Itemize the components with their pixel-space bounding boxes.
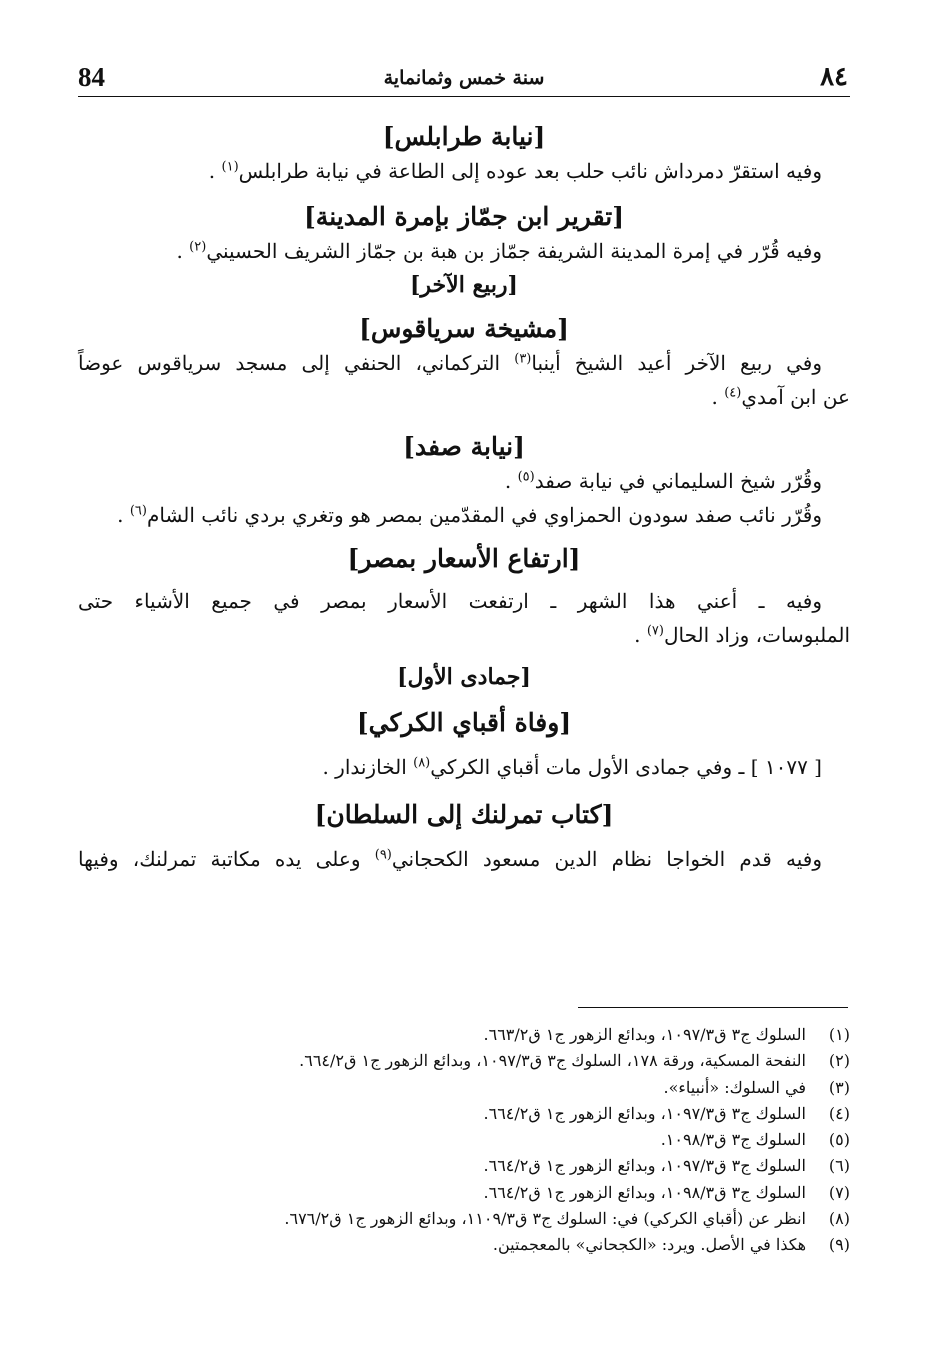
main-text [78, 118, 850, 876]
footnote-ref: (١) [221, 159, 239, 175]
month-heading: [ربيع الآخر] [410, 272, 518, 298]
footnote-ref: (٩) [374, 847, 392, 863]
entry-text: [ ١٠٧٧ ] ـ وفي جمادى الأول مات أقباي الكركي [430, 755, 822, 779]
footnote-number: (٤) [828, 1103, 850, 1123]
footnote-separator [578, 1007, 848, 1008]
footnote-text: السلوك ج٣ ق١٠٩٧/٣، وبدائع الزهور ج١ ق٦٦٤/٢. [483, 1103, 806, 1123]
footnote-text: السلوك ج٣ ق١٠٩٨/٣. [660, 1130, 806, 1150]
footnote [78, 1075, 850, 1101]
footnote-ref: (٨) [413, 755, 431, 771]
section-heading: [كتاب تمرلنك إلى السلطان] [314, 800, 614, 829]
footnotes [78, 1022, 850, 1259]
section-heading: [نيابة صفد] [403, 432, 525, 461]
paragraph-end: . [711, 385, 718, 409]
paragraph-end: . [117, 503, 124, 527]
paragraph [78, 498, 850, 532]
footnote-ref: (٥) [517, 469, 535, 485]
footnote-number: (٦) [828, 1156, 850, 1176]
paragraph-end: . [504, 469, 512, 493]
paragraph-end: . [208, 159, 216, 183]
footnote [78, 1180, 850, 1206]
section-heading: [وفاة أقباي الكركي] [356, 708, 572, 737]
footnote-text: هكذا في الأصل. ويرد: «الكجحاني» بالمعجمتين. [492, 1235, 806, 1255]
paragraph [78, 154, 850, 188]
page-header [78, 60, 850, 94]
paragraph-text: وفيه قدم الخواجا نظام الدين مسعود الكحجاني [391, 847, 823, 871]
paragraph [78, 584, 850, 618]
footnote-number: (٣) [828, 1077, 850, 1097]
footnote [78, 1022, 850, 1048]
footnote [78, 1153, 850, 1179]
section-heading: [تقرير ابن جمّاز بإمرة المدينة] [303, 202, 625, 231]
month-heading: [جمادى الأول] [397, 664, 531, 690]
paragraph [78, 842, 850, 876]
paragraph-text: وقُرّر شيخ السليماني في نيابة صفد [534, 469, 822, 493]
footnote-text: السلوك ج٣ ق١٠٩٧/٣، وبدائع الزهور ج١ ق٦٦٤/٢. [483, 1156, 806, 1176]
footnote-ref: (٤) [724, 385, 742, 401]
footnote-text: النفحة المسكية، ورقة ١٧٨، السلوك ج٣ ق١٠٩٧/٣، وبدائع الزهور ج١ ق٦٦٤/٢. [299, 1051, 806, 1071]
paragraph-continuation [78, 380, 850, 414]
paragraph-text: وفيه ـ أعني هذا الشهر ـ ارتفعت الأسعار بمصر في جميع الأشياء حتى [78, 589, 822, 613]
footnote-ref: (٣) [514, 351, 532, 367]
footnote [78, 1048, 850, 1074]
footnote-text: السلوك ج٣ ق١٠٩٧/٣، وبدائع الزهور ج١ ق٦٦٣/٢. [483, 1025, 806, 1044]
paragraph [78, 464, 850, 498]
paragraph-text: وفيه قُرّر في إمرة المدينة الشريفة جمّاز بن هبة بن جمّاز الشريف الحسيني [206, 239, 822, 263]
footnote-number: (٩) [828, 1235, 850, 1255]
section-heading: [مشيخة سرياقوس] [359, 314, 569, 343]
footnote-ref: (٢) [189, 239, 207, 255]
footnote [78, 1101, 850, 1127]
footnote-number: (٢) [828, 1051, 850, 1071]
footnote-text: انظر عن (أقباي الكركي) في: السلوك ج٣ ق١١٠٩/٣، وبدائع الزهور ج١ ق٦٧٦/٢. [284, 1209, 806, 1229]
paragraph-text: وفيه استقرّ دمرداش نائب حلب بعد عوده إلى الطاعة في نيابة طرابلس [238, 159, 822, 183]
footnote-number: (١) [828, 1025, 850, 1044]
page-number-latin: 84 [78, 62, 105, 92]
footnote [78, 1232, 850, 1258]
paragraph-text: التركماني، الحنفي إلى مسجد سرياقوس عوضاً [78, 351, 501, 375]
paragraph-text: الملبوسات، وزاد الحال [663, 623, 850, 647]
paragraph-end: . [634, 623, 641, 647]
footnote [78, 1127, 850, 1153]
paragraph-text: وقُرّر نائب صفد سودون الحمزاوي في المقدّمين بمصر هو وتغري بردي نائب الشام [146, 503, 822, 527]
section-heading: [نيابة طرابلس] [382, 122, 546, 151]
running-title: سنة خمس وثمانماية [383, 67, 545, 89]
footnote-text: في السلوك: «أنبياء». [663, 1077, 806, 1097]
paragraph-text: وفي ربيع الآخر أعيد الشيخ أينبا [531, 351, 822, 375]
paragraph [78, 234, 850, 268]
header-rule [78, 96, 850, 97]
footnote-number: (٨) [828, 1209, 850, 1229]
footnote-number: (٧) [828, 1182, 850, 1202]
footnote [78, 1206, 850, 1232]
footnote-ref: (٧) [646, 623, 664, 639]
paragraph-end: . [322, 755, 329, 779]
paragraph [78, 750, 850, 784]
footnote-text: السلوك ج٣ ق١٠٩٨/٣، وبدائع الزهور ج١ ق٦٦٤/٢. [483, 1182, 806, 1202]
paragraph [78, 346, 850, 380]
paragraph-text: عن ابن آمدي [741, 385, 850, 409]
footnote-number: (٥) [828, 1130, 850, 1150]
paragraph-end: . [176, 239, 183, 263]
page-number-arabic: ٨٤ [820, 62, 848, 92]
section-heading: [ارتفاع الأسعار بمصر] [347, 544, 581, 573]
paragraph-continuation [78, 618, 850, 652]
footnote-ref: (٦) [129, 503, 147, 519]
paragraph-text: وعلى يده مكاتبة تمرلنك، وفيها [78, 847, 361, 871]
paragraph-text: الخازندار [335, 755, 407, 779]
